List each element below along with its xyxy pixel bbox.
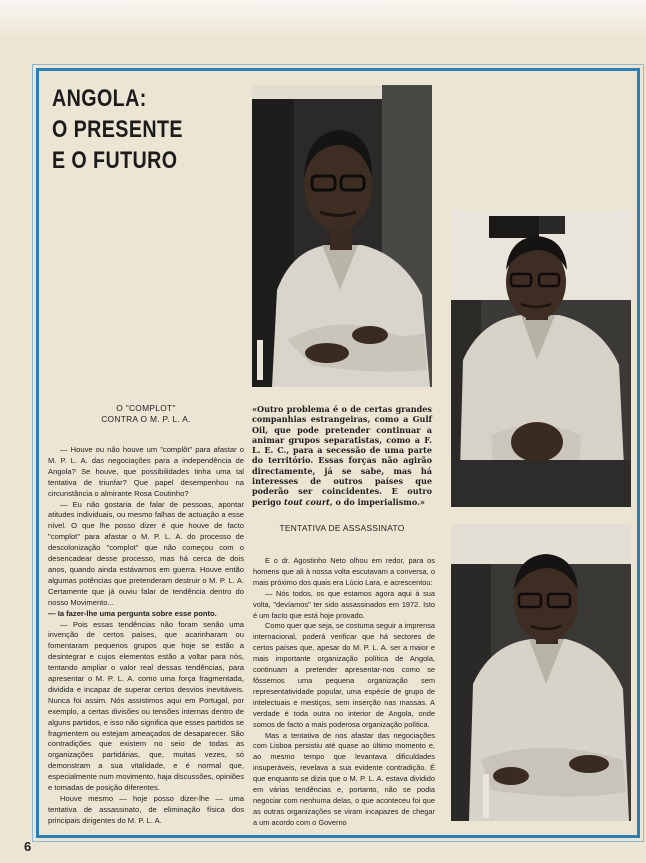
paragraph: — Nós todos, os que estamos agora aqui à sua volta, "devíamos" ter sido assassinados em 1972. Isto é um facto que está hoje provado.: [253, 588, 435, 620]
paragraph: E o dr. Agostinho Neto olhou em redor, para os homens que ali à nossa volta escutavam a conversa, o mais próximo dos quais era Lúcio Lara, e acrescentou:: [253, 556, 435, 587]
section-heading-assassination: [252, 523, 432, 534]
pull-quote-text-end: , o do imperialismo.»: [329, 496, 425, 507]
paragraph: — Eu não gostaria de falar de pessoas, apontar atitudes individuais, ou mesmo falhas de actuação a esse nível. O que lhe posso dizer é que houve de facto "complot" para afastar o M. P. L. A. do processo de descolonização "complot" que não começou com o desencadear desse processo, mas há cerca de dois anos, quando ainda estávamos em guerra. Houve então algumas potências que pretenderam destruir o M. P. L. A. Certamente que já ouviu falar de tendência dentro do nosso Movimento...: [48, 499, 244, 607]
headline-line-1: ANGOLA:: [52, 85, 147, 112]
paragraph: Mas a tentativa de nos afastar das negociações com Lisboa persistiu até quase ao último momento e, ao mesmo tempo que levantava dificuldades insuperáveis, revelava a sua evidente contradição. É que enquanto se dizia que o M. P. L. A. estava dividido em várias tendências e, portanto, não se podia negociar com nenhuma delas, o que aconteceu foi que as outras organizações se viram incapazes de chegar a um acordo com o Governo: [253, 730, 435, 827]
paragraph: — Pois essas tendências não foram senão uma invenção de certos países, que acarinharam ou fomentaram pequenos grupos que hoje se estão a desintegrar e cujos elementos estão a voltar para nós, tentando ampliar o valor real dessas tendências, para apresentar o M. P. L. A. como uma força fragmentada, dividida e incapaz de superar certos desvios inevitáveis. Nunca foi assim. Nós assistimos aqui em Portugal, por exemplo, a certas divisões ou tensões internas dentro de alguns partidos, e isso não significa que esses partidos se fragmentem ou estejam ameaçados de desaparecer. São contradições que existem no seio de todas as organizações partidárias, que, muitas vezes, só demonstram a sua vitalidade, e é normal que, especialmente num movimento, haja discussões, opiniões e tomadas de posição diferentes.: [48, 619, 244, 793]
paragraph: Como quer que seja, se costuma seguir a imprensa internacional, poderá verificar que há sectores de certos países que, apesar do M. P. L. A. ser a maior e mais importante organização política de Angola, continuam a pretender apresentar-nos como se fôssemos uma pequena organização sem representatividade popular, uma espécie de grupo de intelectuais e mestiços, sem inserção nas massas. A verdade é toda outra no interior de Angola, onde somos de facto a mais poderosa organização política.: [253, 621, 435, 729]
section-heading-line-2: CONTRA O M. P. L. A.: [101, 414, 191, 424]
pull-quote-italic: tout court: [284, 496, 330, 507]
photo-portrait-seated: [451, 524, 631, 821]
page-number: 6: [24, 839, 32, 854]
article-column-middle: [253, 556, 435, 829]
pull-quote: [252, 404, 432, 507]
headline-line-2: O PRESENTE: [52, 116, 183, 143]
photo-portrait-hands-clasped: [451, 210, 631, 507]
article-column-left: [48, 445, 244, 827]
paragraph: — Houve ou não houve um "complôt" para afastar o M. P. L. A. das negociações para a independência de Angola? Se houve, que possibilidades tinha uma tal tentativa de triunfar? Que papel desempenhou na circunstância o almirante Rosa Coutinho?: [48, 445, 244, 498]
scan-edge: [0, 0, 646, 40]
interview-question: — Ia fazer-lhe uma pergunta sobre esse ponto.: [48, 608, 217, 618]
section-heading-text: TENTATIVA DE ASSASSINATO: [279, 523, 405, 533]
pull-quote-text: «Outro problema é o de certas grandes companhias estrangeiras, como a Gulf Oil, que pode pretender continuar a animar grupos separatistas, como a F. L. E. C., para a secessão de uma parte do território. Essas forças não agirão directamente, já se sabe, mas há interesses de outros países que poderão ser coincidentes. E outro perigo: [252, 404, 432, 507]
section-heading-line-1: O "COMPLOT": [116, 403, 176, 413]
photo-portrait-arms-crossed: [252, 85, 432, 387]
section-heading-complot: [46, 403, 246, 425]
headline-line-3: E O FUTURO: [52, 147, 178, 174]
paragraph: Houve mesmo — hoje posso dizer-lhe — uma tentativa de assassinato, de eliminação física dos principais dirigentes do M. P. L. A.: [48, 794, 244, 825]
headline: [52, 83, 183, 176]
